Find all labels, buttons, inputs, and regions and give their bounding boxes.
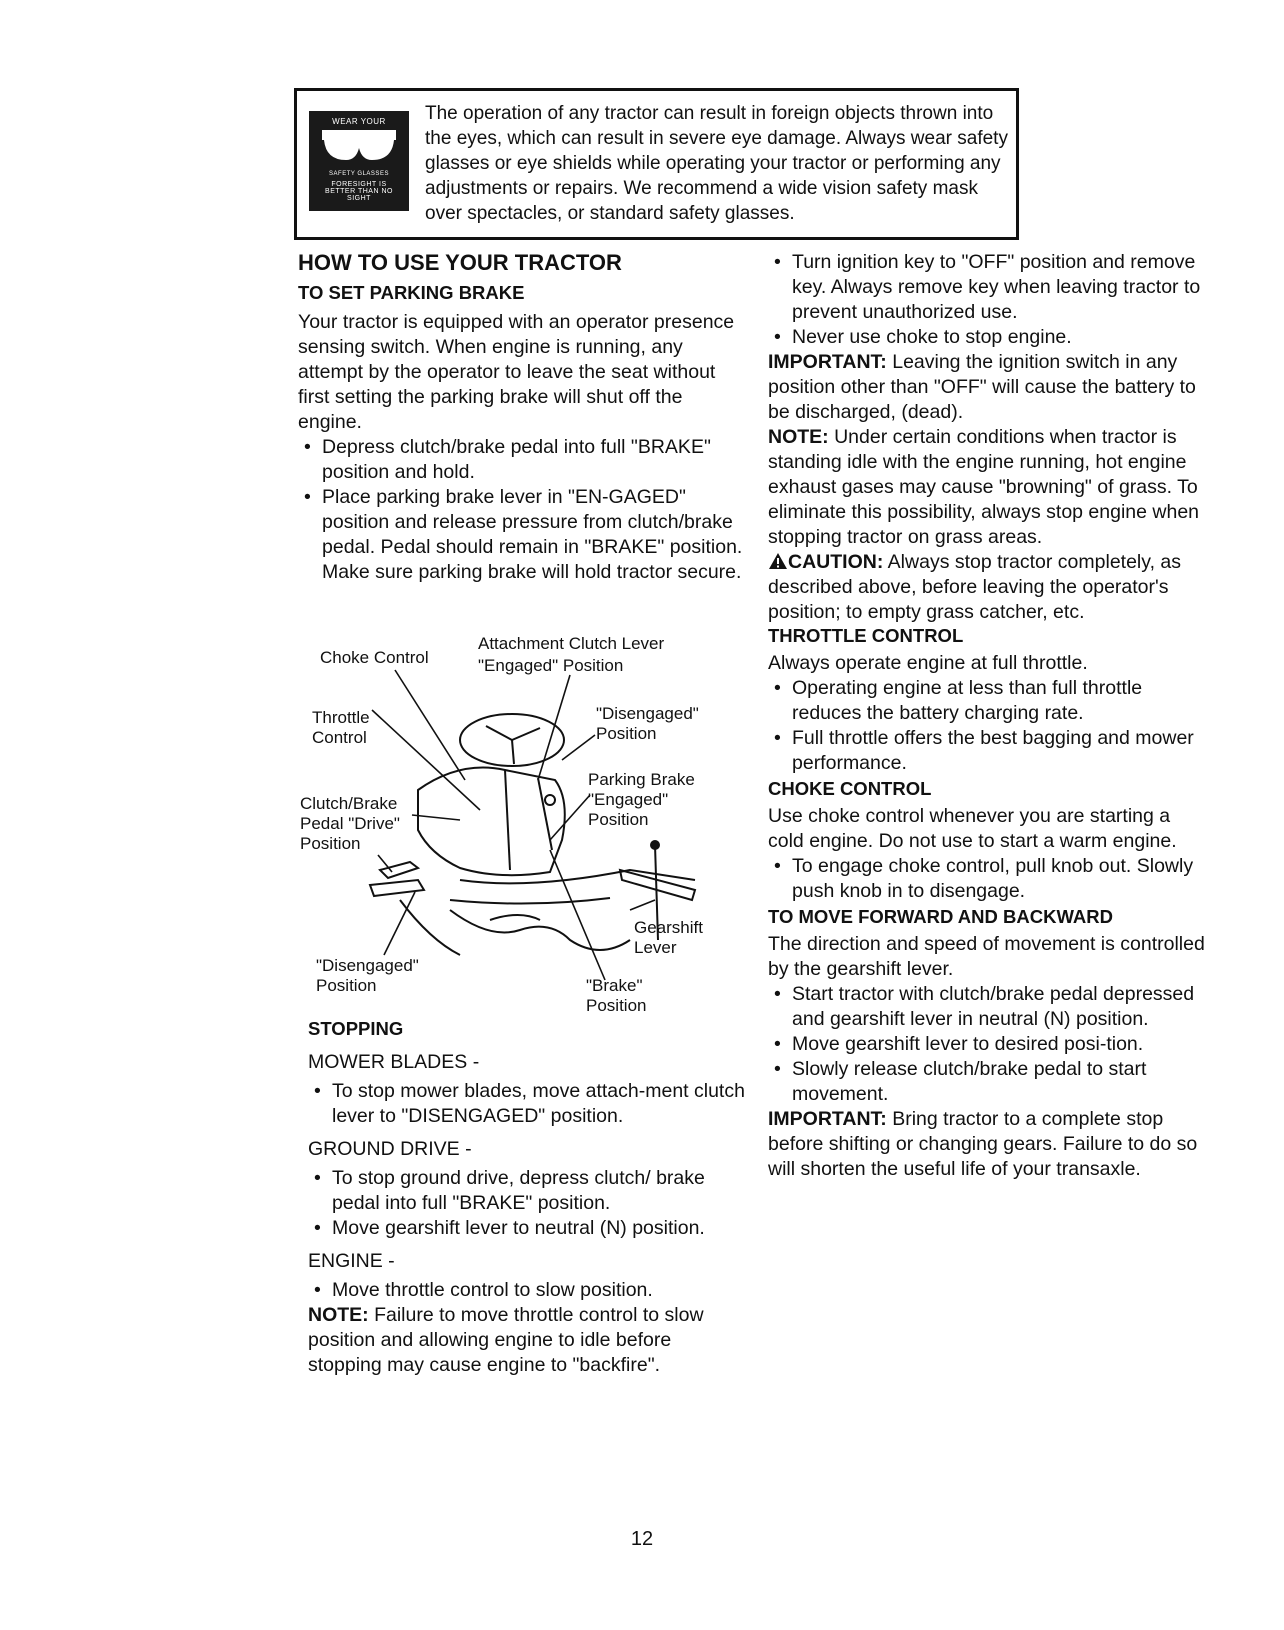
caution-label: CAUTION:: [788, 551, 884, 573]
badge-top-text: WEAR YOUR: [332, 117, 386, 126]
pedal-drive-label: Pedal "Drive": [300, 814, 400, 833]
note-label: NOTE:: [768, 426, 829, 448]
choke-control-label: Choke Control: [320, 648, 429, 667]
stopping-section: [308, 1018, 748, 1378]
caution-paragraph: [768, 550, 1208, 625]
parking-brake-heading: TO SET PARKING BRAKE: [298, 282, 525, 303]
left-column: [298, 250, 748, 585]
engine-label: ENGINE -: [308, 1250, 395, 1272]
attachment-clutch-label: Attachment Clutch Lever: [478, 634, 665, 653]
list-item: • Full throttle offers the best bagging and mower performance.: [768, 726, 1208, 776]
throttle-control-heading: THROTTLE CONTROL: [768, 625, 964, 646]
badge-mid-text: SAFETY GLASSES: [329, 171, 389, 177]
brake-label: "Brake": [586, 976, 643, 995]
clutch-brake-label: Clutch/Brake: [300, 794, 398, 813]
disengaged-top-label: "Disengaged": [596, 704, 699, 723]
choke-para: Use choke control whenever you are starting a cold engine. Do not use to start a warm engine.: [768, 805, 1177, 852]
list-item: • Slowly release clutch/brake pedal to start movement.: [768, 1057, 1208, 1107]
note-browning: [768, 425, 1208, 550]
page-title: HOW TO USE YOUR TRACTOR: [298, 250, 622, 275]
safety-glasses-icon: [316, 126, 402, 166]
list-item: • Turn ignition key to "OFF" position and remove key. Always remove key when leaving tractor to prevent unauthorized use.: [768, 250, 1208, 325]
stopping-note: [308, 1303, 748, 1378]
note-text: Under certain conditions when tractor is standing idle with the engine running, hot engine exhaust gases may cause "browning" of grass. To eliminate this possibility, always stop engine when stopping tractor on grass areas.: [768, 426, 1200, 548]
important-label: IMPORTANT:: [768, 1108, 887, 1130]
parking-position-label: Position: [588, 810, 649, 829]
badge-bottom-text: FORESIGHT IS BETTER THAN NO SIGHT: [325, 181, 393, 202]
move-para: The direction and speed of movement is controlled by the gearshift lever.: [768, 933, 1205, 980]
tractor-controls-diagram: [300, 634, 740, 1030]
throttle-label: Throttle: [312, 708, 370, 727]
list-item: • Depress clutch/brake pedal into full "BRAKE" position and hold.: [298, 435, 748, 485]
brake-position-label: Position: [586, 996, 647, 1015]
mower-blades-label: MOWER BLADES -: [308, 1051, 480, 1073]
attachment-engaged-label: "Engaged" Position: [478, 656, 624, 675]
disengaged-bottom-position-label: Position: [316, 976, 377, 995]
parking-brake-para: Your tractor is equipped with an operator presence sensing switch. When engine is running, any attempt by the operator to leave the seat without first setting the parking brake will shut off the engine.: [298, 311, 735, 433]
important-gears: [768, 1107, 1208, 1182]
gearshift-lever-label: Lever: [634, 938, 677, 957]
move-heading: TO MOVE FORWARD AND BACKWARD: [768, 906, 1113, 927]
warning-triangle-icon: [768, 552, 788, 570]
stopping-heading: STOPPING: [308, 1018, 404, 1039]
throttle-control-label: Control: [312, 728, 367, 747]
important-ignition: [768, 350, 1208, 425]
note-label: NOTE:: [308, 1304, 369, 1326]
ground-drive-label: GROUND DRIVE -: [308, 1138, 472, 1160]
caution-text: Always stop tractor completely, as described above, before leaving the operator's position; to empty grass catcher, etc.: [768, 551, 1182, 623]
list-item: • Never use choke to stop engine.: [768, 325, 1208, 350]
parking-engaged-label: "Engaged": [588, 790, 669, 809]
list-item: • Move gearshift lever to desired posi-tion.: [768, 1032, 1208, 1057]
page-number: 12: [630, 1528, 654, 1550]
list-item: • Move gearshift lever to neutral (N) position.: [308, 1216, 748, 1241]
safety-glasses-badge: [309, 111, 409, 211]
important-text: Bring tractor to a complete stop before shifting or changing gears. Failure to do so will shorten the useful life of your transaxle.: [768, 1108, 1198, 1180]
choke-control-heading: CHOKE CONTROL: [768, 778, 932, 799]
throttle-para: Always operate engine at full throttle.: [768, 652, 1088, 674]
gearshift-label: Gearshift: [634, 918, 703, 937]
important-text: Leaving the ignition switch in any position other than "OFF" will cause the battery to be discharged, (dead).: [768, 351, 1196, 423]
list-item: • Place parking brake lever in "EN-GAGED" position and release pressure from clutch/brake pedal. Pedal should remain in "BRAKE" position. Make sure parking brake will hold tractor secure.: [298, 485, 748, 585]
list-item: • Start tractor with clutch/brake pedal depressed and gearshift lever in neutral (N) position.: [768, 982, 1208, 1032]
list-item: • Move throttle control to slow position.: [308, 1278, 748, 1303]
warning-text: The operation of any tractor can result in foreign objects thrown into the eyes, which can result in severe eye damage. Always wear safety glasses or eye shields while operating your tractor or performing any adjustments or repairs. We recommend a wide vision safety mask over spectacles, or standard safety glasses.: [425, 103, 1008, 224]
disengaged-bottom-label: "Disengaged": [316, 956, 419, 975]
safety-warning-box: [294, 88, 1019, 240]
note-text: Failure to move throttle control to slow position and allowing engine to idle before stopping may cause engine to "backfire".: [308, 1304, 704, 1376]
pedal-position-label: Position: [300, 834, 361, 853]
list-item: • Operating engine at less than full throttle reduces the battery charging rate.: [768, 676, 1208, 726]
disengaged-top-position-label: Position: [596, 724, 657, 743]
list-item: • To stop mower blades, move attach-ment clutch lever to "DISENGAGED" position.: [308, 1079, 748, 1129]
list-item: • To stop ground drive, depress clutch/ brake pedal into full "BRAKE" position.: [308, 1166, 748, 1216]
important-label: IMPORTANT:: [768, 351, 887, 373]
list-item: • To engage choke control, pull knob out. Slowly push knob in to disengage.: [768, 854, 1208, 904]
parking-brake-label: Parking Brake: [588, 770, 695, 789]
right-column: [768, 250, 1208, 1182]
